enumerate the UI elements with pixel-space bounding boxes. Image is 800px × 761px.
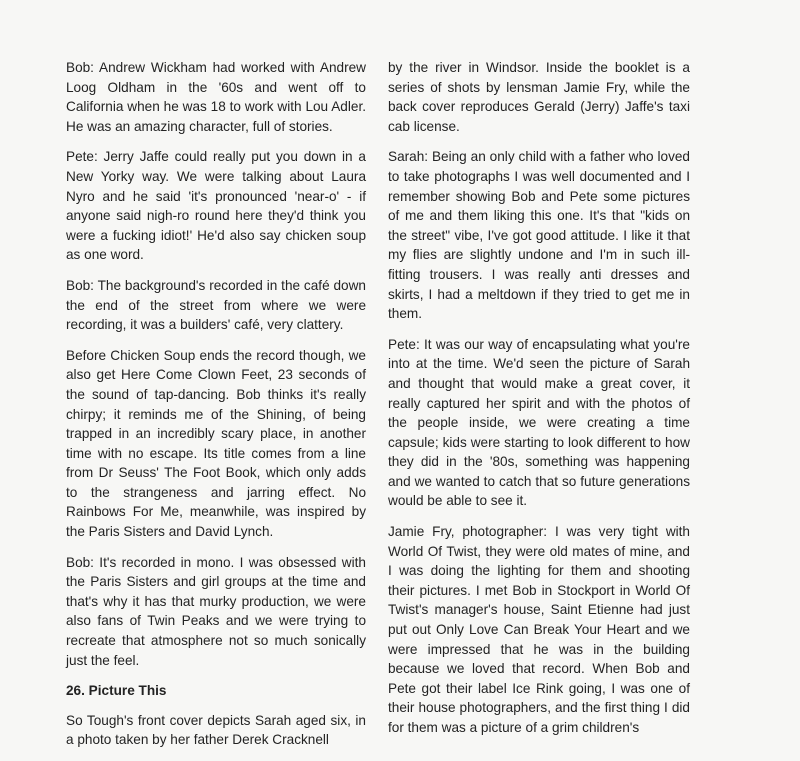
paragraph-bob-mono: Bob: It's recorded in mono. I was obsessed with the Paris Sisters and girl groups at the time and that's why it has that murky production, we were also fans of Twin Peaks and we were trying to recreate that atmosphere not so much sonically just the feel. xyxy=(66,554,366,668)
paragraph-jamie-fry: Jamie Fry, photographer: I was very tight with World Of Twist, they were old mates of mine, and I was doing the lighting for them and shooting their pictures. I met Bob in Stockport in World Of Twist's manager's house, Saint Etienne had just put out Only Love Can Break Your Heart and we were impressed that he was in the building because we loved that record. When Bob and Pete got their label Ice Rink going, I was one of their house photographers, and the first thing I did for them was a picture of a grim children's xyxy=(388,524,690,735)
paragraph-bob-andrew-wickham: Bob: Andrew Wickham had worked with Andrew Loog Oldham in the '60s and went off to California when he was 18 to work with Lou Adler. He was an amazing character, full of stories. xyxy=(66,60,366,134)
left-column xyxy=(66,58,366,761)
paragraph-river-windsor: by the river in Windsor. Inside the booklet is a series of shots by lensman Jamie Fry, while the back cover reproduces Gerald (Jerry) Jaffe's taxi cab license. xyxy=(388,60,690,134)
paragraph-pete-jerry-jaffe: Pete: Jerry Jaffe could really put you down in a New Yorky way. We were talking about Laura Nyro and he said 'it's pronounced 'near-o' - if anyone said nigh-ro round here they'd think you were a fucking idiot!' He'd also say chicken soup as one word. xyxy=(66,149,366,263)
paragraph-sarah-photographs: Sarah: Being an only child with a father who loved to take photographs I was well documented and I remember showing Bob and Pete some pictures of me and them liking this one. It's that "kids on the street" vibe, I've got good attitude. I like it that my flies are slightly undone and I'm in such ill-fitting trousers. I was really anti dresses and skirts, I had a meltdown if they tried to get me in them. xyxy=(388,149,690,322)
paragraph-bob-background-cafe: Bob: The background's recorded in the café down the end of the street from where we were recording, it was a builders' café, very clattery. xyxy=(66,277,366,333)
section-heading: 26. Picture This xyxy=(66,683,167,699)
paragraph-chicken-soup: Before Chicken Soup ends the record though, we also get Here Come Clown Feet, 23 seconds of the sound of tap-dancing. Bob thinks it's really chirpy; it reminds me of the Shining, of being trapped in an incredibly scary place, in another time with no escape. Its title comes from a line from Dr Seuss' The Foot Book, which only adds to the strangeness and jarring effect. No Rainbows For Me, meanwhile, was inspired by the Paris Sisters and David Lynch. xyxy=(66,347,366,540)
right-column xyxy=(388,58,690,749)
paragraph-so-tough-cover: So Tough's front cover depicts Sarah aged six, in a photo taken by her father Derek Cracknell xyxy=(66,712,366,748)
paragraph-pete-encapsulating: Pete: It was our way of encapsulating what you're into at the time. We'd seen the picture of Sarah and thought that would make a great cover, it really captured her spirit and with the photos of the people inside, we were creating a time capsule; kids were starting to look different to how they did in the '80s, something was happening and we wanted to catch that so future generations would be able to see it. xyxy=(388,336,690,509)
